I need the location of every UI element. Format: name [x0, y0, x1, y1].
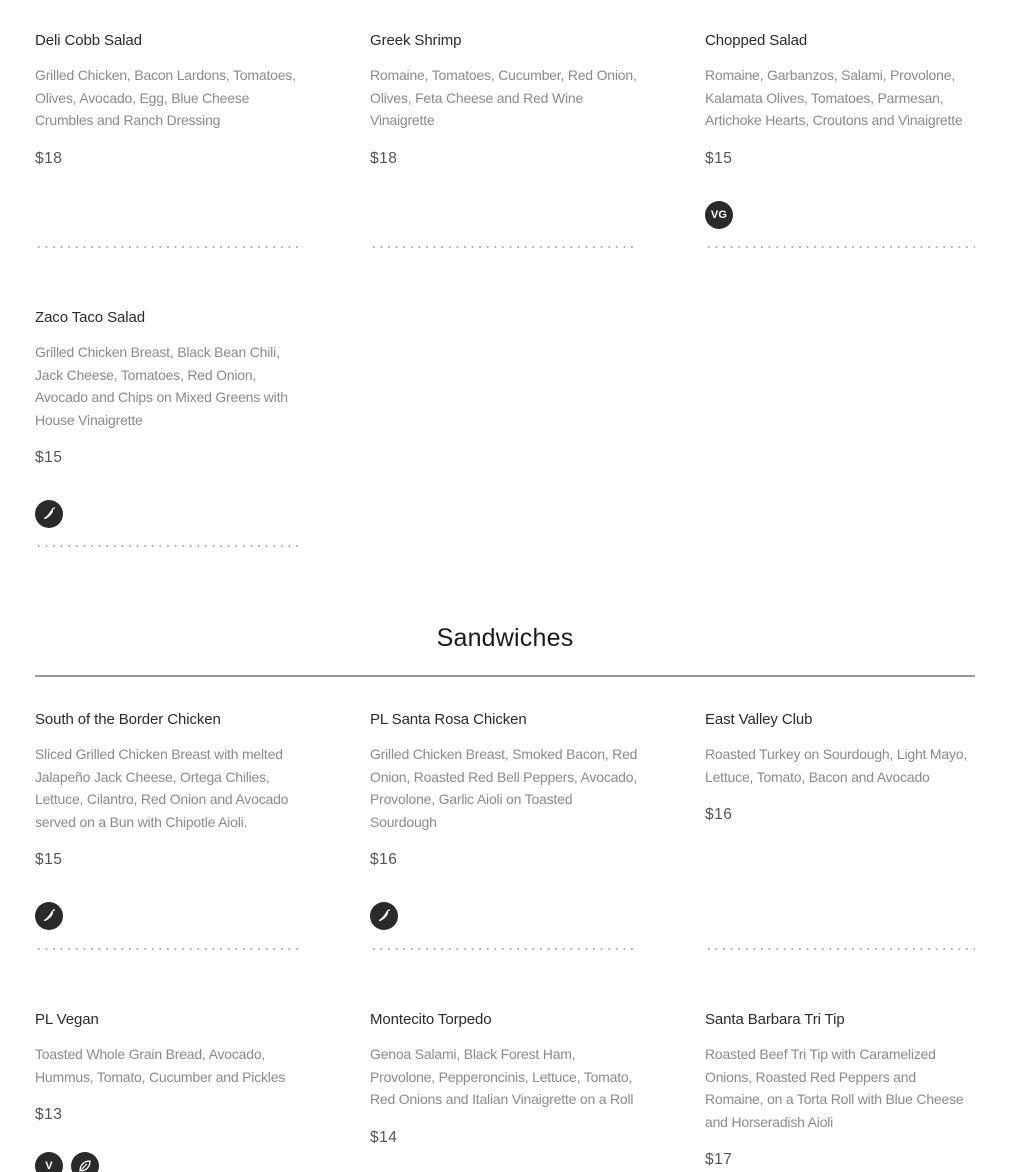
menu-item-east-valley-club [705, 711, 975, 930]
item-price: $17 [705, 1151, 733, 1168]
item-description: Sliced Grilled Chicken Breast with melted Jalapeño Jack Cheese, Ortega Chilies, Lettuce, Cilantro, Red Onion and Avocado served on a Bun with Chipotle Aioli. [35, 746, 289, 830]
item-price: $18 [35, 149, 63, 167]
menu-item-zaco-taco-salad [35, 309, 303, 528]
leaf-icon [71, 1152, 99, 1172]
dotted-divider [705, 246, 975, 248]
item-name: PL Vegan [35, 1011, 99, 1028]
dotted-divider [705, 948, 975, 950]
item-name: Santa Barbara Tri Tip [705, 1011, 845, 1028]
item-name: Deli Cobb Salad [35, 32, 142, 49]
item-price: $14 [370, 1128, 398, 1146]
section-title-sandwiches: Sandwiches [436, 624, 574, 652]
item-name: East Valley Club [705, 711, 813, 728]
menu-item-santa-barbara-tri-tip [705, 1011, 975, 1172]
item-description: Toasted Whole Grain Bread, Avocado, Hummus, Tomato, Cucumber and Pickles [35, 1046, 286, 1085]
item-description: Romaine, Tomatoes, Cucumber, Red Onion, Olives, Feta Cheese and Red Wine Vinaigrette [370, 67, 637, 128]
dietary-badges [35, 500, 303, 528]
item-price: $16 [705, 806, 733, 823]
item-price: $18 [370, 149, 398, 167]
item-name: PL Santa Rosa Chicken [370, 711, 527, 728]
section-divider [35, 675, 975, 677]
chili-pepper-icon [370, 902, 398, 930]
dotted-divider [35, 246, 303, 248]
item-description: Genoa Salami, Black Forest Ham, Provolone, Pepperoncinis, Lettuce, Tomato, Red Onions and Italian Vinaigrette on a Roll [370, 1046, 634, 1107]
menu-item-greek-shrimp [370, 32, 638, 229]
dotted-divider [35, 545, 303, 547]
item-name: Chopped Salad [705, 32, 808, 49]
item-name: South of the Border Chicken [35, 711, 221, 728]
menu-item-montecito-torpedo [370, 1011, 638, 1172]
vegetarian-badge: VG [705, 201, 733, 229]
item-description: Roasted Turkey on Sourdough, Light Mayo, Lettuce, Tomato, Bacon and Avocado [705, 746, 968, 785]
item-description: Grilled Chicken Breast, Smoked Bacon, Red Onion, Roasted Red Bell Peppers, Avocado, Provolone, Garlic Aioli on Toasted Sourdough [370, 746, 638, 830]
item-description: Roasted Beef Tri Tip with Caramelized Onions, Roasted Red Peppers and Romaine, on a Torta Roll with Blue Cheese and Horseradish Aioli [705, 1046, 964, 1130]
item-price: $15 [35, 851, 63, 868]
menu-item-chopped-salad [705, 32, 975, 229]
menu-item-pl-vegan [35, 1011, 303, 1172]
dotted-divider [370, 948, 638, 950]
dietary-badges [35, 1152, 303, 1172]
chili-pepper-icon [35, 500, 63, 528]
salads-row-1 [35, 32, 975, 229]
item-price: $15 [705, 149, 733, 167]
chili-pepper-icon [35, 902, 63, 930]
menu-item-pl-santa-rosa-chicken [370, 711, 638, 930]
item-price: $13 [35, 1106, 63, 1123]
item-name: Montecito Torpedo [370, 1011, 492, 1028]
item-name: Greek Shrimp [370, 32, 462, 49]
item-description: Grilled Chicken, Bacon Lardons, Tomatoes, Olives, Avocado, Egg, Blue Cheese Crumbles and Ranch Dressing [35, 67, 296, 128]
dietary-badges [705, 201, 975, 229]
dotted-divider [35, 948, 303, 950]
menu-item-deli-cobb-salad [35, 32, 303, 229]
menu-item-south-of-the-border-chicken [35, 711, 303, 930]
salads-row-2 [35, 309, 975, 528]
item-name: Zaco Taco Salad [35, 309, 145, 326]
sandwiches-row-1 [35, 711, 975, 930]
dotted-divider [370, 246, 638, 248]
dietary-badges [35, 902, 303, 930]
item-price: $15 [35, 449, 63, 466]
dietary-badges [370, 902, 638, 930]
sandwiches-row-2 [35, 1011, 975, 1172]
vegan-badge: V [35, 1152, 63, 1172]
item-description: Romaine, Garbanzos, Salami, Provolone, Kalamata Olives, Tomatoes, Parmesan, Artichoke Hearts, Croutons and Vinaigrette [705, 67, 963, 128]
item-price: $16 [370, 851, 398, 868]
item-description: Grilled Chicken Breast, Black Bean Chili, Jack Cheese, Tomatoes, Red Onion, Avocado and Chips on Mixed Greens with House Vinaigrette [35, 344, 288, 428]
